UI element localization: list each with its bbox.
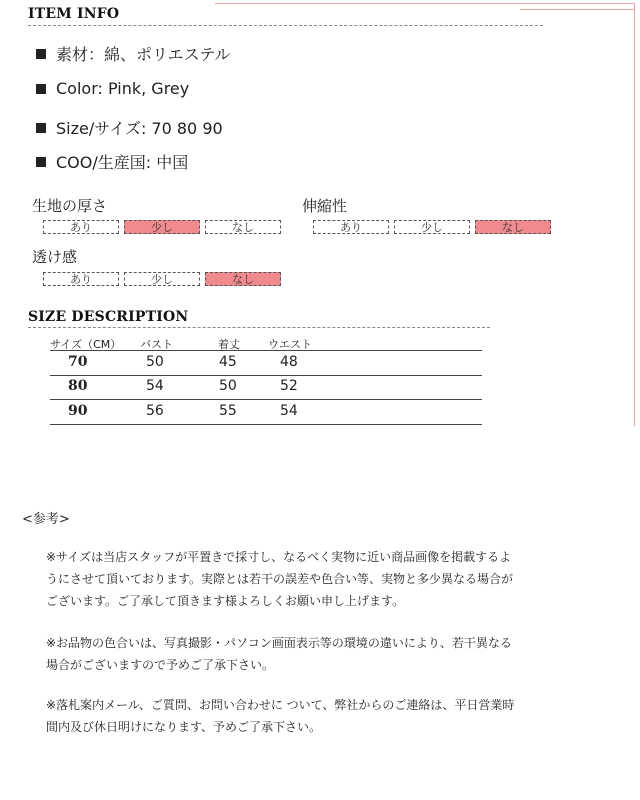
- square-bullet-icon: [36, 123, 46, 133]
- size-table-row: [50, 350, 482, 376]
- size-header-bust: バスト: [140, 338, 173, 351]
- reference-note-sizing: [46, 546, 513, 612]
- info-text: Size/サイズ: 70 80 90: [56, 119, 223, 138]
- size-header-length: 着丈: [218, 338, 240, 351]
- size-cell: 80: [68, 378, 88, 394]
- length-cell: 55: [219, 403, 237, 419]
- chip-stretch-nashi: なし: [475, 220, 551, 234]
- chip-thickness-nashi: なし: [205, 220, 281, 234]
- chip-sheer-sukoshi: 少し: [124, 272, 200, 286]
- decorative-line-right: [634, 3, 635, 426]
- size-cell: 90: [68, 403, 88, 419]
- waist-cell: 48: [280, 354, 298, 370]
- size-description-heading: SIZE DESCRIPTION: [28, 309, 189, 325]
- decorative-line-top-inner: [520, 9, 635, 10]
- square-bullet-icon: [36, 157, 46, 167]
- reference-heading: <参考>: [22, 512, 70, 527]
- square-bullet-icon: [36, 84, 46, 94]
- note-line: ※落札案内メール、ご質問、お問い合わせに ついて、弊社からのご連絡は、平日営業時: [46, 698, 515, 712]
- info-text: COO/生産国: 中国: [56, 153, 189, 172]
- note-line: 間内及び休日明けになります、予めご了承下さい。: [46, 720, 322, 734]
- item-info-heading: ITEM INFO: [28, 6, 120, 22]
- note-line: ございます。ご了承して頂きます様よろしくお願い申し上げます。: [46, 594, 405, 608]
- size-header-waist: ウエスト: [268, 338, 312, 351]
- waist-cell: 54: [280, 403, 298, 419]
- size-table-row: [50, 375, 482, 400]
- note-line: うにさせて頂いております。実際とは若干の誤差や色合い等、実物と多少異なる場合が: [46, 572, 514, 586]
- chip-sheer-nashi: なし: [205, 272, 281, 286]
- attr-title-thickness: 生地の厚さ: [32, 197, 108, 215]
- chip-sheer-ari: あり: [43, 272, 119, 286]
- info-row-size: [36, 116, 223, 139]
- reference-note-contact: [46, 694, 514, 738]
- attr-title-sheerness: 透け感: [32, 248, 78, 266]
- attr-title-stretch: 伸縮性: [302, 197, 348, 215]
- size-cell: 70: [68, 354, 88, 370]
- bust-cell: 50: [146, 354, 164, 370]
- info-text: Color: Pink, Grey: [56, 79, 190, 98]
- chip-stretch-sukoshi: 少し: [394, 220, 470, 234]
- info-row-material: [36, 42, 231, 65]
- chip-thickness-ari: あり: [43, 220, 119, 234]
- size-description-divider: [28, 327, 490, 328]
- square-bullet-icon: [36, 49, 46, 59]
- info-row-coo: [36, 150, 188, 173]
- length-cell: 50: [219, 378, 237, 394]
- note-line: 場合がございますので予めご了承下さい。: [46, 658, 275, 672]
- chip-thickness-sukoshi: 少し: [124, 220, 200, 234]
- info-row-color: [36, 79, 189, 98]
- waist-cell: 52: [280, 378, 298, 394]
- decorative-line-top: [215, 3, 635, 4]
- length-cell: 45: [219, 354, 237, 370]
- chip-stretch-ari: あり: [313, 220, 389, 234]
- note-line: ※サイズは当店スタッフが平置きで採寸し、なるべく実物に近い商品画像を掲載するよ: [46, 550, 512, 564]
- bust-cell: 54: [146, 378, 164, 394]
- note-line: ※お品物の色合いは、写真撮影・パソコン画面表示等の環境の違いにより、若干異なる: [46, 636, 512, 650]
- bust-cell: 56: [146, 403, 164, 419]
- size-table-row: [50, 400, 482, 425]
- reference-note-color: [46, 632, 512, 676]
- info-text: 素材：綿、ポリエステル: [56, 45, 231, 64]
- item-info-divider: [28, 25, 543, 26]
- size-header-size: サイズ（CM）: [50, 338, 122, 351]
